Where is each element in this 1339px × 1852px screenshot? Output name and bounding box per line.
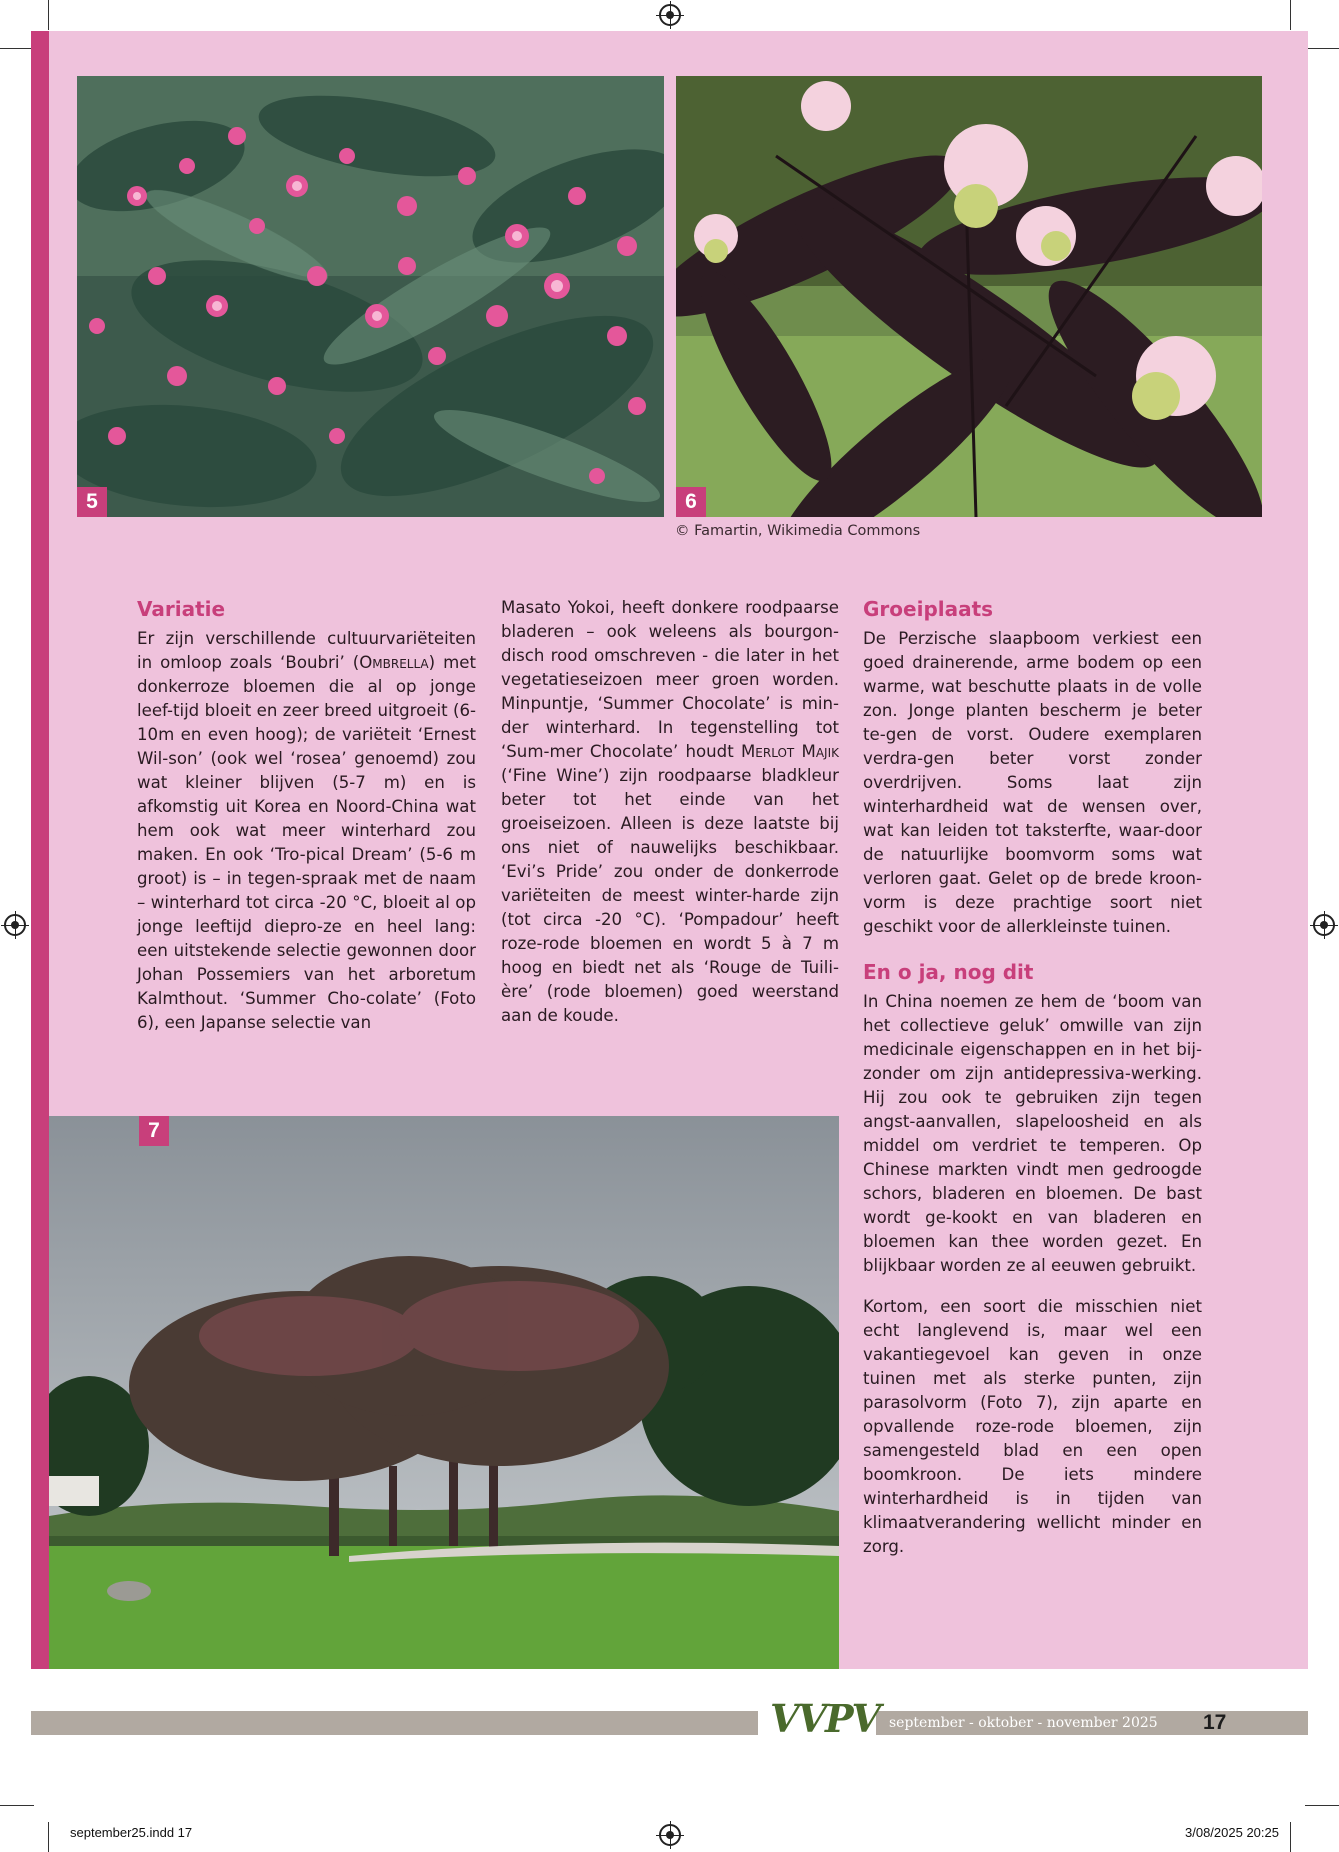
- page-number: 17: [1203, 1711, 1227, 1734]
- column-variatie-continued: [501, 596, 839, 1028]
- text-segment: ) met donkerroze bloemen die al op jonge leef-tijd bloeit en zeer breed uitgroeit (6-10m en even hoog); de variëteit ‘Ernest Wil-son’ (ook wel ‘rosea’ genoemd) zou wat kleiner blijven (5-7 m) en is afkomstig uit Korea en Noord-China wat hem ook wat meer winterhard zou maken. En ook ‘Tro-pical Dream’ (5-6 m groot) is – in tegen-spraak met de naam – winterhard tot circa -20 °C, bloeit al op jonge leeftijd diepro-ze en heel lang: een uitstekende selectie gewonnen door Johan Possemiers van het arboretum Kalmthout. ‘Summer Cho-colate’ (Foto 6), een Japanse selectie van: [137, 653, 476, 1032]
- issue-date: september - oktober - november 2025: [889, 1715, 1158, 1731]
- text-segment: Masato Yokoi, heeft donkere roodpaarse bladeren – ook weleens als bourgon-disch rood omschreven - die later in het vegetatieseizoen meer groen worden. Minpuntje, ‘Summer Chocolate’ is min-der winterhard. In tegenstelling tot ‘Sum-mer Chocolate’ houdt: [501, 598, 839, 761]
- crop-mark: [48, 1822, 49, 1852]
- column-groeiplaats: [863, 596, 1202, 1559]
- crop-mark: [1305, 1805, 1339, 1806]
- crop-mark: [1290, 1822, 1291, 1852]
- vvpv-logo: VVPV: [770, 1696, 880, 1741]
- crop-mark: [0, 48, 34, 49]
- page-accent-strip: [31, 31, 49, 1669]
- photo-pink-flowering-albizia: [77, 76, 664, 517]
- crop-mark: [48, 0, 49, 30]
- heading-groeiplaats: Groeiplaats: [863, 597, 994, 621]
- cultivar-name: Ombrella: [359, 653, 429, 672]
- registration-mark-icon: [659, 4, 681, 26]
- slug-date: 3/08/2025 20:25: [1185, 1825, 1279, 1840]
- heading-variatie: Variatie: [137, 597, 226, 621]
- registration-mark-icon: [4, 914, 26, 936]
- crop-mark: [1290, 0, 1291, 30]
- registration-mark-icon: [659, 1824, 681, 1846]
- paragraph-variatie: [137, 627, 476, 1035]
- column-variatie: [137, 596, 476, 1035]
- text-segment: (‘Fine Wine’) zijn roodpaarse bladkleur beter tot het einde van het groeiseizoen. Alleen is deze laatste bij ons niet of nauwelijks beschikbaar. ‘Evi’s Pride’ zou onder de donkerrode variëteiten de meest winter-harde zijn (tot circa -20 °C). ‘Pompadour’ heeft roze-rode bloemen en wordt 5 à 7 m hoog en biedt net als ‘Rouge de Tuili-ère’ (rode bloemen) goed weerstand aan de koude.: [501, 766, 839, 1025]
- registration-mark-icon: [1313, 914, 1335, 936]
- text-segment: Er zijn verschillende cultuurvariëteiten in omloop zoals ‘Boubri’ (: [137, 629, 476, 672]
- paragraph-en-o-ja: In China noemen ze hem de ‘boom van het collectieve geluk’ omwille van zijn medicinale eigenschappen en in het bij-zonder om zijn antidepressiva-werking. Hij zou ook te gebruiken zijn tegen angst-aanvallen, slapeloosheid en als middel om verdriet te temperen. Op Chinese markten vindt men gedroogde schors, bladeren en bloemen. De bast wordt ge-kookt en van bladeren en bloemen kan thee worden gezet. En blijkbaar worden ze al eeuwen gebruikt.: [863, 992, 1202, 1275]
- photo-credit: © Famartin, Wikimedia Commons: [675, 523, 921, 539]
- photo-number-badge: 5: [77, 487, 107, 517]
- photo-number-badge: 7: [139, 1116, 169, 1146]
- crop-mark: [1305, 48, 1339, 49]
- paragraph-kortom: Kortom, een soort die misschien niet echt langlevend is, maar wel een vakantiegevoel kan geven in onze tuinen met als sterke punten, zijn parasolvorm (Foto 7), zijn aparte en opvallende roze-rode bloemen, zijn samengesteld blad en een open boomkroon. De iets mindere winterhardheid is in tijden van klimaatverandering wellicht minder en zorg.: [863, 1297, 1202, 1556]
- crop-mark: [0, 1805, 34, 1806]
- photo-number-badge: 6: [676, 487, 706, 517]
- photo-albizia-trees-park: [49, 1116, 839, 1669]
- photo-dark-leaf-albizia: [676, 76, 1262, 517]
- paragraph-groeiplaats: De Perzische slaapboom verkiest een goed drainerende, arme bodem op een warme, wat beschutte plaats in de volle zon. Jonge planten bescherm je beter te-gen de vorst. Oudere exemplaren verdra-gen beter vorst zonder overdrijven. Soms laat zijn winterhardheid wat de wensen over, wat kan leiden tot taksterfte, waar-door de natuurlijke boomvorm soms wat verloren gaat. Gelet op de brede kroon-vorm is deze prachtige soort niet geschikt voor de allerkleinste tuinen.: [863, 629, 1202, 936]
- slug-file-name: september25.indd 17: [70, 1825, 193, 1840]
- heading-en-o-ja: En o ja, nog dit: [863, 960, 1034, 984]
- footer-bar-left: [31, 1711, 758, 1735]
- cultivar-name: Merlot Majik: [740, 742, 839, 761]
- paragraph-variatie-continued: [501, 596, 839, 1028]
